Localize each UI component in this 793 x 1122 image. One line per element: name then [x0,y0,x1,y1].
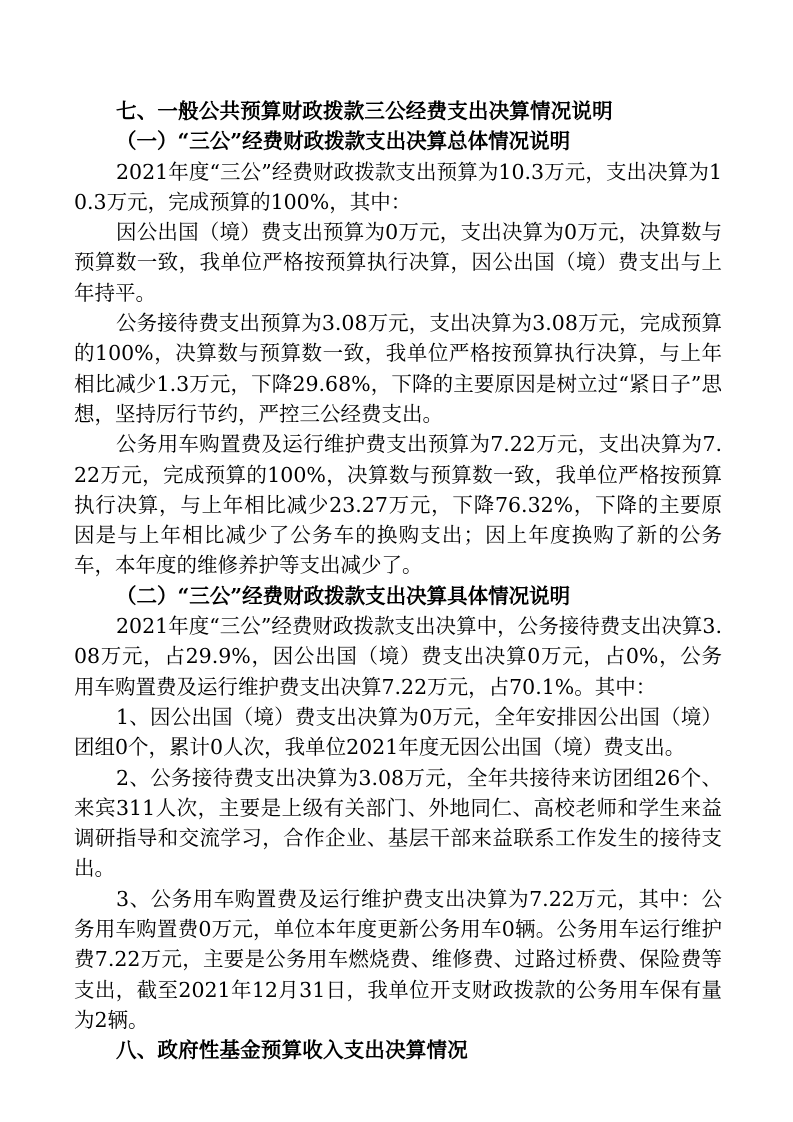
paragraph-7-2-reception: 2、公务接待费支出决算为3.08万元，全年共接待来访团组26个、来宾311人次，主要是上级有关部门、外地同仁、高校老师和学生来益调研指导和交流学习，合作企业、基层干部来益联系工作发生的接待支出。 [74,765,722,881]
paragraph-7-1-vehicles: 公务用车购置费及运行维护费支出预算为7.22万元，支出决算为7.22万元，完成预算的100%，决算数与预算数一致，我单位严格按预算执行决算，与上年相比减少23.27万元，下降76.32%，下降的主要原因是与上年相比减少了公务车的换购支出；因上年度换购了新的公务车，本年度的维修养护等支出减少了。 [74,432,722,578]
section-8-heading: 八、政府性基金预算收入支出决算情况 [116,1038,468,1063]
paragraph-7-2-summary: 2021年度“三公”经费财政拨款支出决算中，公务接待费支出决算3.08万元，占29.9%，因公出国（境）费支出决算0万元，占0%，公务用车购置费及运行维护费支出决算7.22万元，占70.1%。其中： [74,614,722,699]
paragraph-7-1-budget-overview: 2021年度“三公”经费财政拨款支出预算为10.3万元，支出决算为10.3万元，完成预算的100%，其中： [74,159,722,214]
paragraph-7-2-overseas: 1、因公出国（境）费支出决算为0万元，全年安排因公出国（境）团组0个，累计0人次，我单位2021年度无因公出国（境）费支出。 [74,704,722,760]
paragraph-7-2-vehicles: 3、公务用车购置费及运行维护费支出决算为7.22万元，其中：公务用车购置费0万元，单位本年度更新公务用车0辆。公务用车运行维护费7.22万元，主要是公务用车燃烧费、维修费、过路过桥费、保险费等支出，截至2021年12月31日，我单位开支财政拨款的公务用车保有量为2辆。 [74,886,722,1032]
document-page [74,96,722,1066]
section-7-1-heading: （一）“三公”经费财政拨款支出决算总体情况说明 [116,129,571,154]
section-7-heading: 七、一般公共预算财政拨款三公经费支出决算情况说明 [116,99,613,123]
section-7-2-heading: （二）“三公”经费财政拨款支出决算具体情况说明 [116,583,571,608]
paragraph-7-1-reception: 公务接待费支出预算为3.08万元，支出决算为3.08万元，完成预算的100%，决算数与预算数一致，我单位严格按预算执行决算，与上年相比减少1.3万元，下降29.68%，下降的主要原因是树立过“紧日子”思想，坚持厉行节约，严控三公经费支出。 [74,311,722,426]
paragraph-7-1-overseas: 因公出国（境）费支出预算为0万元，支出决算为0万元，决算数与预算数一致，我单位严格按预算执行决算，因公出国（境）费支出与上年持平。 [74,220,722,305]
